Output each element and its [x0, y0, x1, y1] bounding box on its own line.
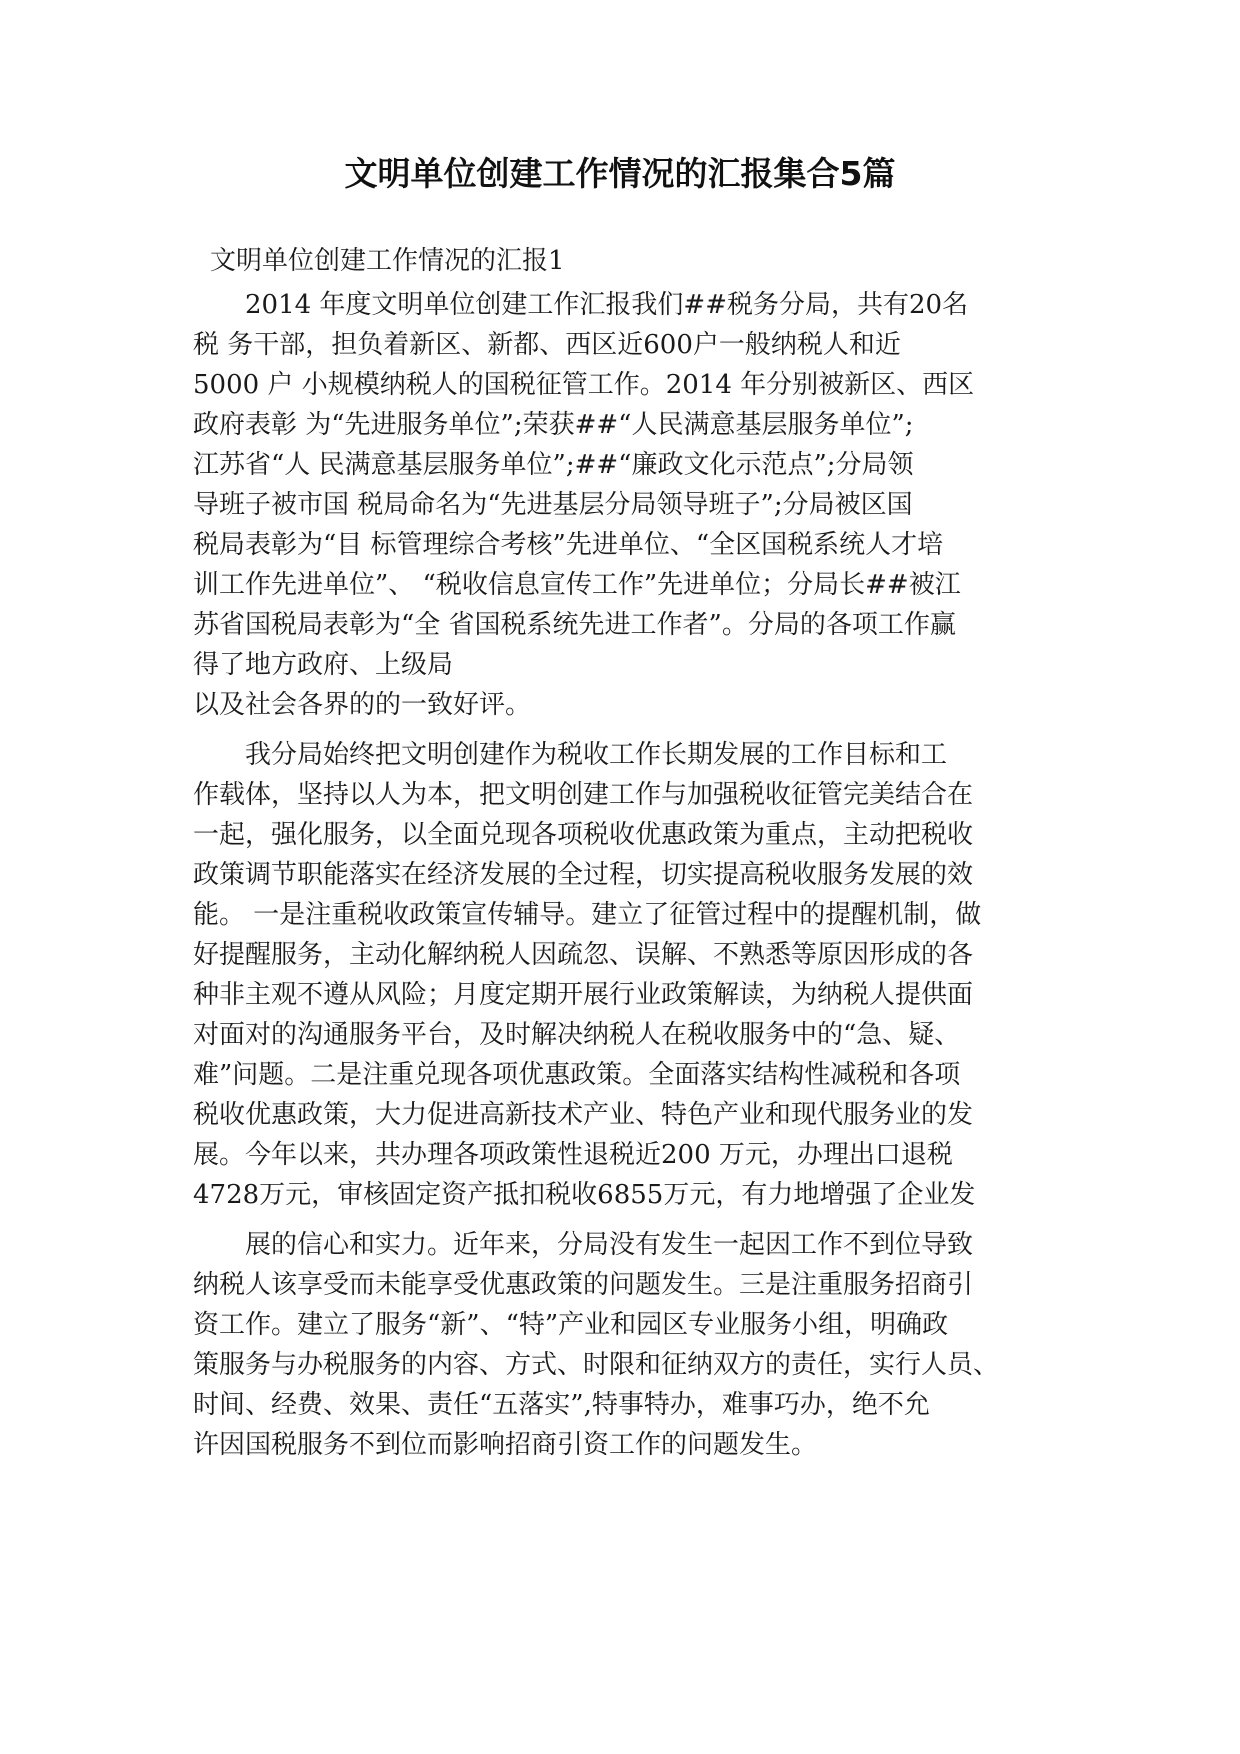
paragraph-line: 难”问题。二是注重兑现各项优惠政策。全面落实结构性减税和各项: [193, 1060, 961, 1090]
paragraph-line: 我分局始终把文明创建作为税收工作长期发展的工作目标和工: [245, 740, 948, 770]
paragraph-line: 许因国税服务不到位而影响招商引资工作的问题发生。: [193, 1430, 818, 1460]
document-title: 文明单位创建工作情况的汇报集合5篇: [344, 154, 896, 193]
paragraph-line: 训工作先进单位”、 “税收信息宣传工作”先进单位；分局长##被江: [193, 570, 961, 600]
paragraph-line: 对面对的沟通服务平台，及时解决纳税人在税收服务中的“急、疑、: [193, 1020, 961, 1050]
paragraph-line: 展。今年以来，共办理各项政策性退税近200 万元，办理出口退税: [193, 1140, 953, 1170]
paragraph-line: 好提醒服务，主动化解纳税人因疏忽、误解、不熟悉等原因形成的各: [193, 940, 974, 970]
paragraph-line: 时间、经费、效果、责任“五落实”,特事特办，难事巧办，绝不允: [193, 1390, 930, 1420]
paragraph-3: [193, 1225, 1053, 1465]
paragraph-line: 得了地方政府、上级局: [193, 650, 454, 680]
paragraph-line: 展的信心和实力。近年来，分局没有发生一起因工作不到位导致: [245, 1230, 974, 1260]
section-heading: 文明单位创建工作情况的汇报1: [210, 246, 565, 276]
paragraph-line: 导班子被市国 税局命名为“先进基层分局领导班子”;分局被区国: [193, 490, 913, 520]
paragraph-line: 2014 年度文明单位创建工作汇报我们##税务分局，共有20名: [245, 290, 969, 320]
paragraph-line: 作载体，坚持以人为本，把文明创建工作与加强税收征管完美结合在: [193, 780, 974, 810]
paragraph-line: 一起，强化服务，以全面兑现各项税收优惠政策为重点，主动把税收: [193, 820, 974, 850]
paragraph-line: 税局表彰为“目 标管理综合考核”先进单位、“全区国税系统人才培: [193, 530, 944, 560]
paragraph-line: 资工作。建立了服务“新”、“特”产业和园区专业服务小组，明确政: [193, 1310, 949, 1340]
paragraph-line: 5000 户 小规模纳税人的国税征管工作。2014 年分别被新区、西区: [193, 370, 975, 400]
paragraph-line: 江苏省“人 民满意基层服务单位”;##“廉政文化示范点”;分局领: [193, 450, 914, 480]
paragraph-line: 策服务与办税服务的内容、方式、时限和征纳双方的责任，实行人员、: [193, 1350, 1000, 1380]
paragraph-line: 税 务干部，担负着新区、新都、西区近600户一般纳税人和近: [193, 330, 901, 360]
paragraph-line: 4728万元，审核固定资产抵扣税收6855万元，有力地增强了企业发: [193, 1180, 976, 1210]
paragraph-line: 苏省国税局表彰为“全 省国税系统先进工作者”。分局的各项工作赢: [193, 610, 956, 640]
paragraph-line: 能。 一是注重税收政策宣传辅导。建立了征管过程中的提醒机制，做: [193, 900, 982, 930]
paragraph-line: 政府表彰 为“先进服务单位”;荣获##“人民满意基层服务单位”;: [193, 410, 914, 440]
paragraph-line: 以及社会各界的的一致好评。: [193, 690, 532, 720]
paragraph-line: 政策调节职能落实在经济发展的全过程，切实提高税收服务发展的效: [193, 860, 974, 890]
paragraph-line: 纳税人该享受而未能享受优惠政策的问题发生。三是注重服务招商引: [193, 1270, 974, 1300]
paragraph-2: [193, 735, 1053, 1215]
paragraph-line: 种非主观不遵从风险；月度定期开展行业政策解读，为纳税人提供面: [193, 980, 974, 1010]
paragraph-line: 税收优惠政策，大力促进高新技术产业、特色产业和现代服务业的发: [193, 1100, 974, 1130]
paragraph-1: [193, 285, 1053, 725]
